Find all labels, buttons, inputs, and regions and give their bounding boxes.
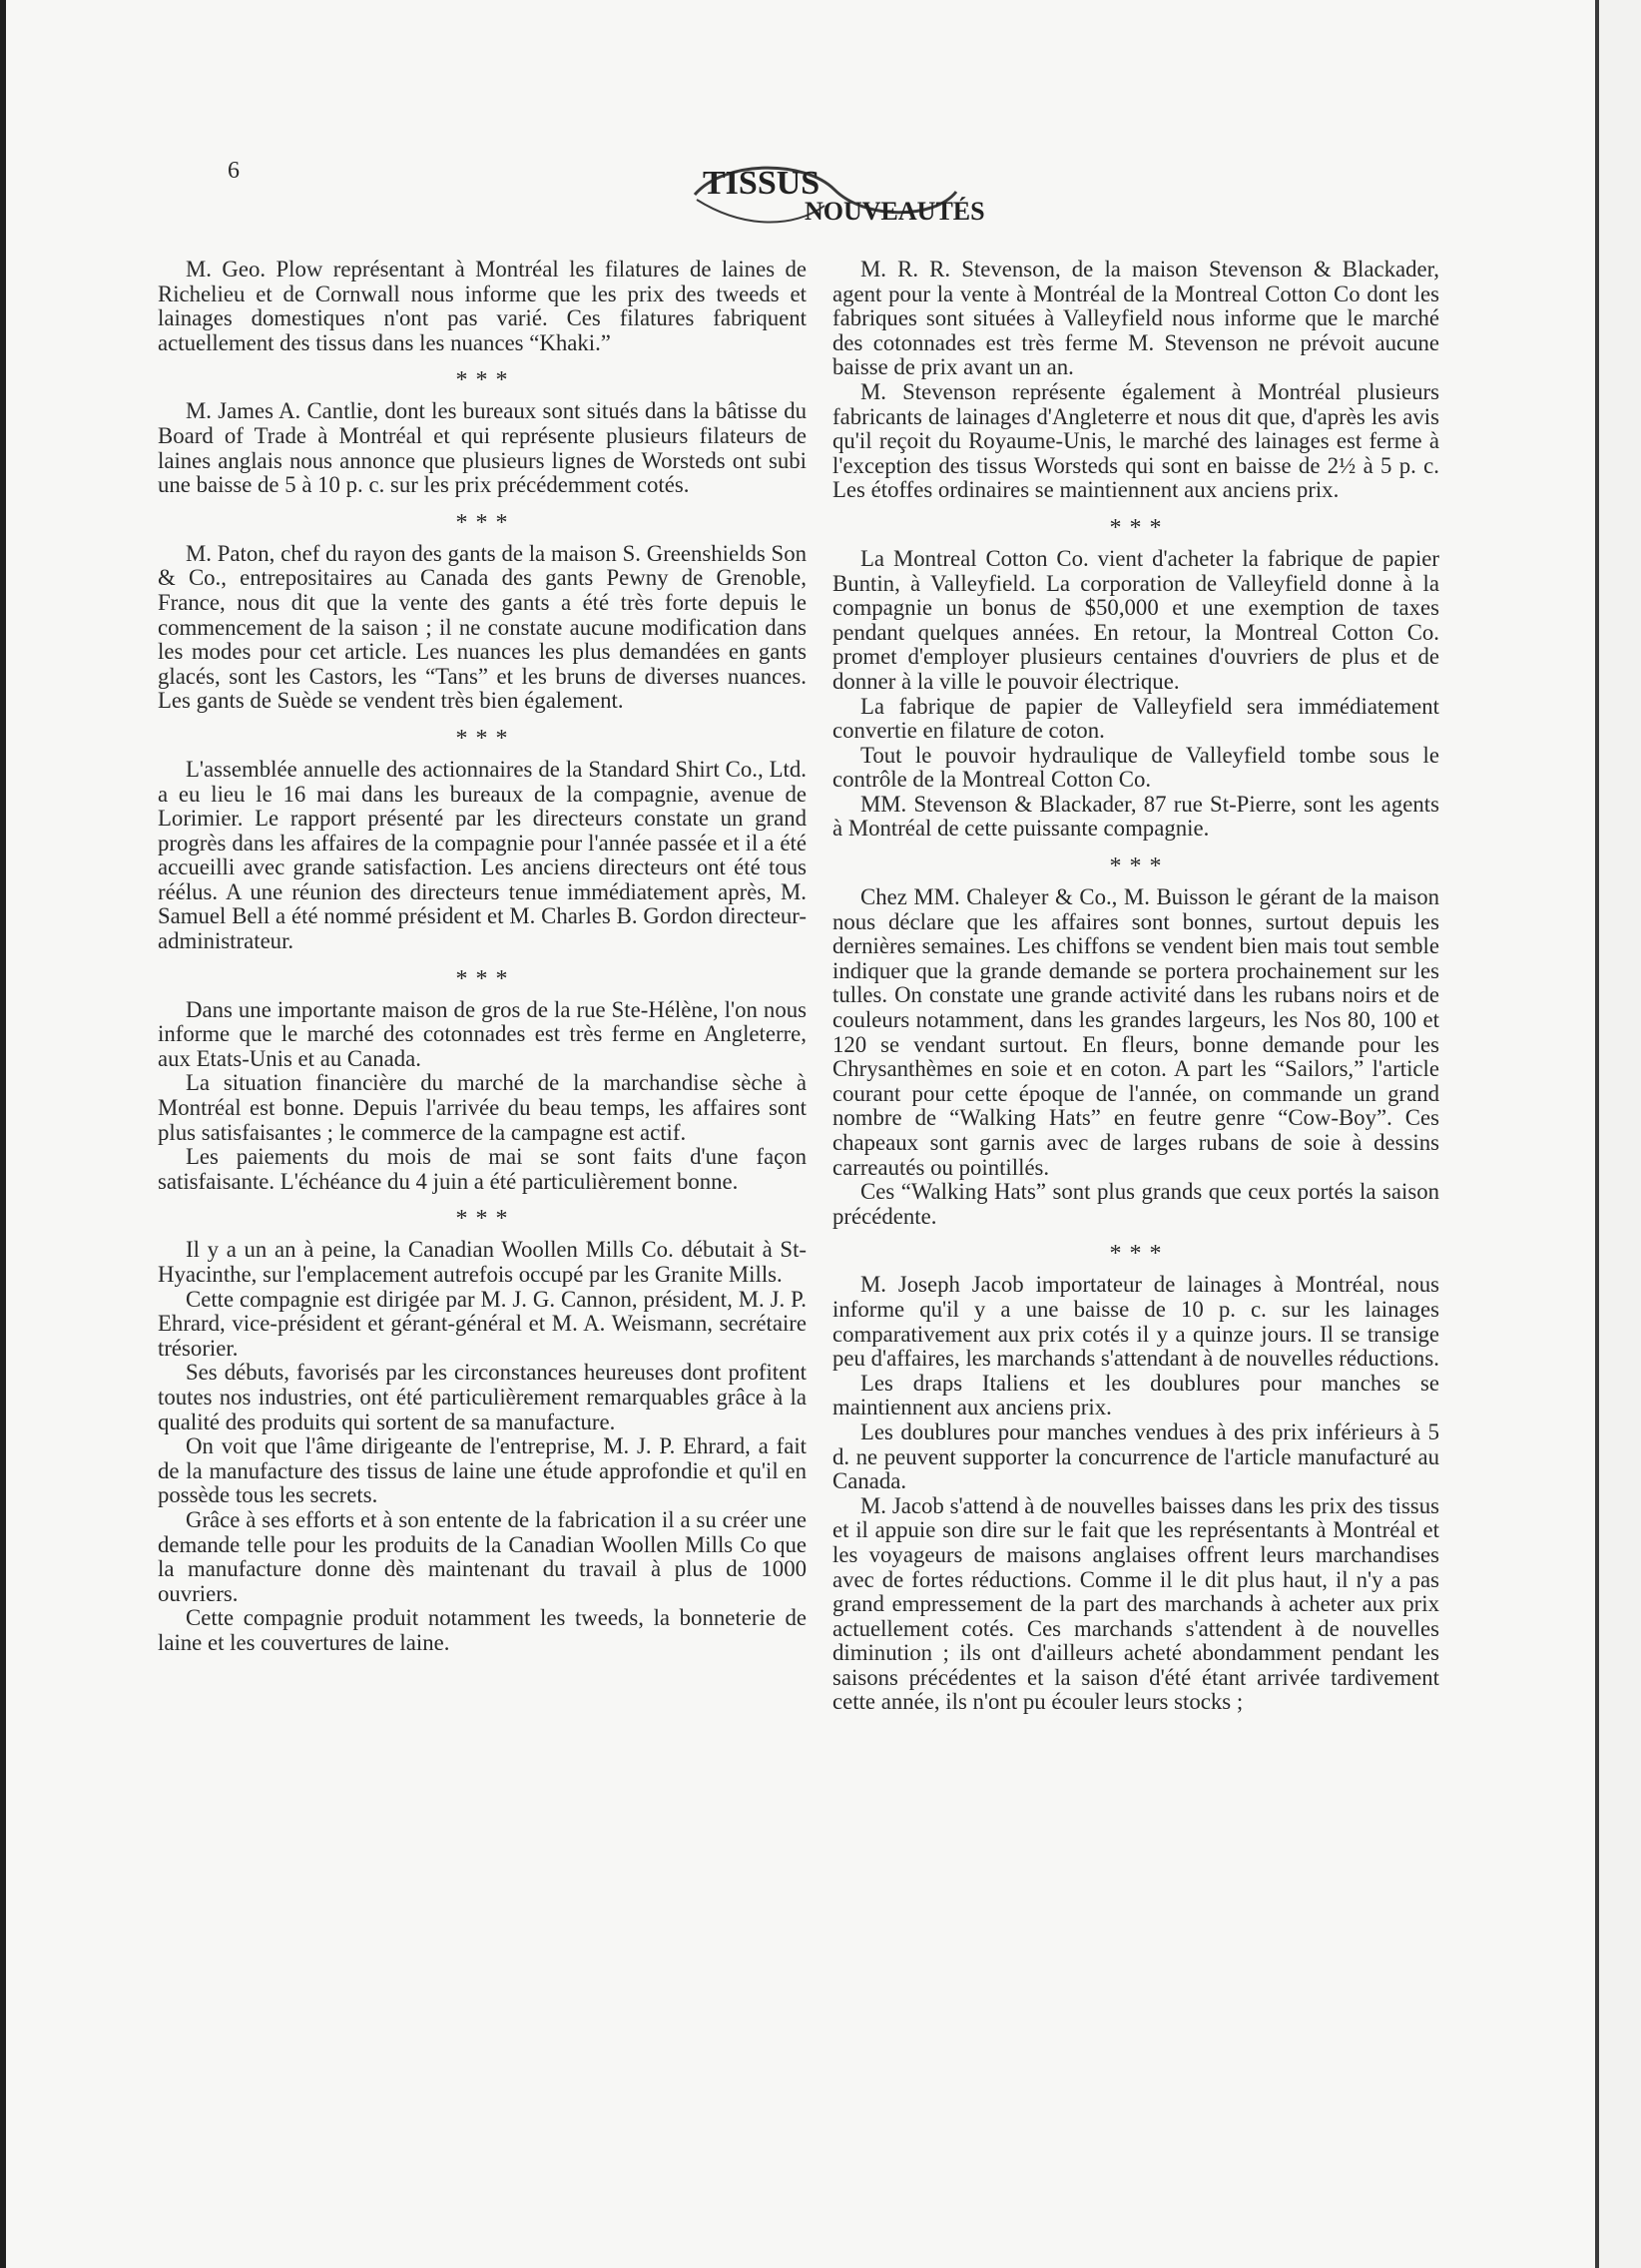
article-cotton-co-p2: La fabrique de papier de Valleyfield sera immédiatement convertie en filature de coton. xyxy=(832,693,1439,744)
section-separator: * * * xyxy=(455,367,509,394)
article-jacob-p1: M. Joseph Jacob importateur de lainages à Montréal, nous informe qu'il y a une baisse de 10 p. c. sur les lainages comparativement aux prix cotés il y a quinze jours. Il se transige peu d'affaires, les marchands s'attendant à de nouvelles réductions. xyxy=(832,1272,1439,1372)
svg-text:NOUVEAUTÉS: NOUVEAUTÉS xyxy=(805,197,985,226)
article-jacob-p3: Les doublures pour manches vendues à des prix inférieurs à 5 d. ne peuvent supporter la concurrence de l'article manufacturé au Canada. xyxy=(832,1418,1439,1494)
article-woollen-mills-p4: On voit que l'âme dirigeante de l'entreprise, M. J. P. Ehrard, a fait de la manufacture des tissus de laine une étude approfondie et qu'il en possède tous les secrets. xyxy=(158,1433,807,1508)
article-cantlie: M. James A. Cantlie, dont les bureaux sont situés dans la bâtisse du Board of Trade à Montréal et qui représente plusieurs filateurs de laines anglais nous annonce que plusieurs lignes de Worsteds ont subi une baisse de 5 à 10 p. c. sur les prix précédemment cotés. xyxy=(158,398,807,498)
article-woollen-mills-p1: Il y a un an à peine, la Canadian Woollen Mills Co. débutait à St-Hyacinthe, sur l'emplacement autrefois occupé par les Granite Mills. xyxy=(158,1237,807,1287)
article-jacob-p2: Les draps Italiens et les doublures pour manches se maintiennent aux anciens prix. xyxy=(832,1370,1439,1420)
page-number: 6 xyxy=(228,158,240,184)
section-separator: * * * xyxy=(1109,514,1163,541)
article-woollen-mills-p2: Cette compagnie est dirigée par M. J. G. Cannon, président, M. J. P. Ehrard, vice-président et gérant-général et M. A. Weismann, secrétaire trésorier. xyxy=(158,1286,807,1361)
section-separator: * * * xyxy=(455,1206,509,1233)
article-ste-helene-p3: Les paiements du mois de mai se sont faits d'une façon satisfaisante. L'échéance du 4 juin a été particulièrement bonne. xyxy=(158,1144,807,1194)
section-separator: * * * xyxy=(455,965,509,992)
article-stevenson-p1: M. R. R. Stevenson, de la maison Stevenson & Blackader, agent pour la vente à Montréal de la Montreal Cotton Co dont les fabriques sont situées à Valleyfield nous informe que le marché des cotonnades est très ferme M. Stevenson ne prévoit aucune baisse de prix avant un an. xyxy=(832,257,1439,380)
article-woollen-mills-p6: Cette compagnie produit notamment les tweeds, la bonneterie de laine et les couvertures de laine. xyxy=(158,1605,807,1655)
right-column xyxy=(832,258,1439,1715)
article-ste-helene-p2: La situation financière du marché de la marchandise sèche à Montréal est bonne. Depuis l'arrivée du beau temps, les affaires sont plus satisfaisantes ; le commerce de la campagne est actif. xyxy=(158,1070,807,1145)
section-separator: * * * xyxy=(1109,1241,1163,1268)
masthead-logo xyxy=(685,150,985,240)
article-woollen-mills-p5: Grâce à ses efforts et à son entente de la fabrication il a su créer une demande telle pour les produits de la Canadian Woollen Mills Co que la manufacture donne dès maintenant du travail à plus de 1000 ouvriers. xyxy=(158,1506,807,1606)
article-standard-shirt: L'assemblée annuelle des actionnaires de la Standard Shirt Co., Ltd. a eu lieu le 16 mai dans les bureaux de la compagnie, avenue de Lorimier. Le rapport présenté par les directeurs constate un grand progrès dans les affaires de la compagnie pour l'année passée et il a été accueilli avec grande satisfaction. Les anciens directeurs ont été tous réélus. A une réunion des directeurs tenue immédiatement après, M. Samuel Bell a été nommé président et M. Charles B. Gordon directeur-administrateur. xyxy=(158,756,807,954)
section-separator: * * * xyxy=(455,725,509,752)
article-cotton-co-p1: La Montreal Cotton Co. vient d'acheter la fabrique de papier Buntin, à Valleyfield. La corporation de Valleyfield donne à la compagnie un bonus de $50,000 et une exemption de taxes pendant quelques années. En retour, la Montreal Cotton Co. promet d'employer plusieurs centaines d'ouvriers de plus et de donner à la ville le pouvoir électrique. xyxy=(832,545,1439,694)
section-separator: * * * xyxy=(455,509,509,536)
article-chaleyer-p2: Ces “Walking Hats” sont plus grands que ceux portés la saison précédente. xyxy=(832,1179,1439,1229)
article-ste-helene-p1: Dans une importante maison de gros de la rue Ste-Hélène, l'on nous informe que le marché des cotonnades est très ferme en Angleterre, aux Etats-Unis et au Canada. xyxy=(158,996,807,1071)
article-stevenson-p2: M. Stevenson représente également à Montréal plusieurs fabricants de lainages d'Angleterre et nous dit que, d'après les avis qu'il reçoit du Royaume-Unis, le marché des lainages est ferme à l'exception des tissus Worsteds qui sont en baisse de 2½ à 5 p. c. Les étoffes ordinaires se maintiennent aux anciens prix. xyxy=(832,378,1439,503)
section-separator: * * * xyxy=(1109,853,1163,880)
article-cotton-co-p3: Tout le pouvoir hydraulique de Valleyfield tombe sous le contrôle de la Montreal Cotton Co. xyxy=(832,742,1439,793)
article-plow: M. Geo. Plow représentant à Montréal les filatures de laines de Richelieu et de Cornwall nous informe que les prix des tweeds et lainages domestiques n'ont pas varié. Ces filatures fabriquent actuellement des tissus dans les nuances “Khaki.” xyxy=(158,257,807,355)
left-column xyxy=(158,258,807,1656)
article-woollen-mills-p3: Ses débuts, favorisés par les circonstances heureuses dont profitent toutes nos industries, ont été particulièrement remarquables grâce à la qualité des produits qui sortent de sa manufacture. xyxy=(158,1360,807,1434)
page-sheet xyxy=(6,0,1595,2268)
article-chaleyer-p1: Chez MM. Chaleyer & Co., M. Buisson le gérant de la maison nous déclare que les affaires sont bonnes, surtout depuis les dernières semaines. Les chiffons se vendent bien mais tout semble indiquer que la grande demande se portera prochainement sur les tulles. On constate une grande activité dans les rubans noirs et de couleurs notamment, dans les grandes largeurs, les Nos 80, 100 et 120 se vendant surtout. En fleurs, bonne demande pour les Chrysanthèmes en soie et en coton. A part les “Sailors,” l'article courant pour cette époque de l'année, on commande un grand nombre de “Walking Hats” en feutre genre “Cow-Boy”. Ces chapeaux sont garnis avec de larges rubans de soie à dessins carreautés ou pointillés. xyxy=(832,884,1439,1180)
article-cotton-co-p4: MM. Stevenson & Blackader, 87 rue St-Pierre, sont les agents à Montréal de cette puissante compagnie. xyxy=(832,791,1439,842)
svg-text:TISSUS: TISSUS xyxy=(703,165,820,202)
facing-page-edge xyxy=(1595,0,1641,2268)
article-jacob-p4: M. Jacob s'attend à de nouvelles baisses dans les prix des tissus et il appuie son dire sur le fait que les représentants à Montréal et les voyageurs de maisons anglaises offrent leurs marchandises avec de fortes réductions. Comme il le dit plus haut, il n'y a pas grand empressement de la part des marchands à acheter aux prix actuellement cotés. Ces marchands s'attendent à de nouvelles diminution ; ils ont d'ailleurs acheté abondamment pendant les saisons précédentes et la saison d'été étant arrivée tardivement cette année, ils n'ont pu écouler leurs stocks ; xyxy=(832,1492,1439,1715)
article-paton: M. Paton, chef du rayon des gants de la maison S. Greenshields Son & Co., entrepositaires au Canada des gants Pewny de Grenoble, France, nous dit que la vente des gants a été très forte depuis le commencement de la saison ; il ne constate aucune modification dans les modes pour cet article. Les nuances les plus demandées en gants glacés, sont les Castors, les “Tans” et les bruns de diverses nuances. Les gants de Suède se vendent très bien également. xyxy=(158,540,807,714)
